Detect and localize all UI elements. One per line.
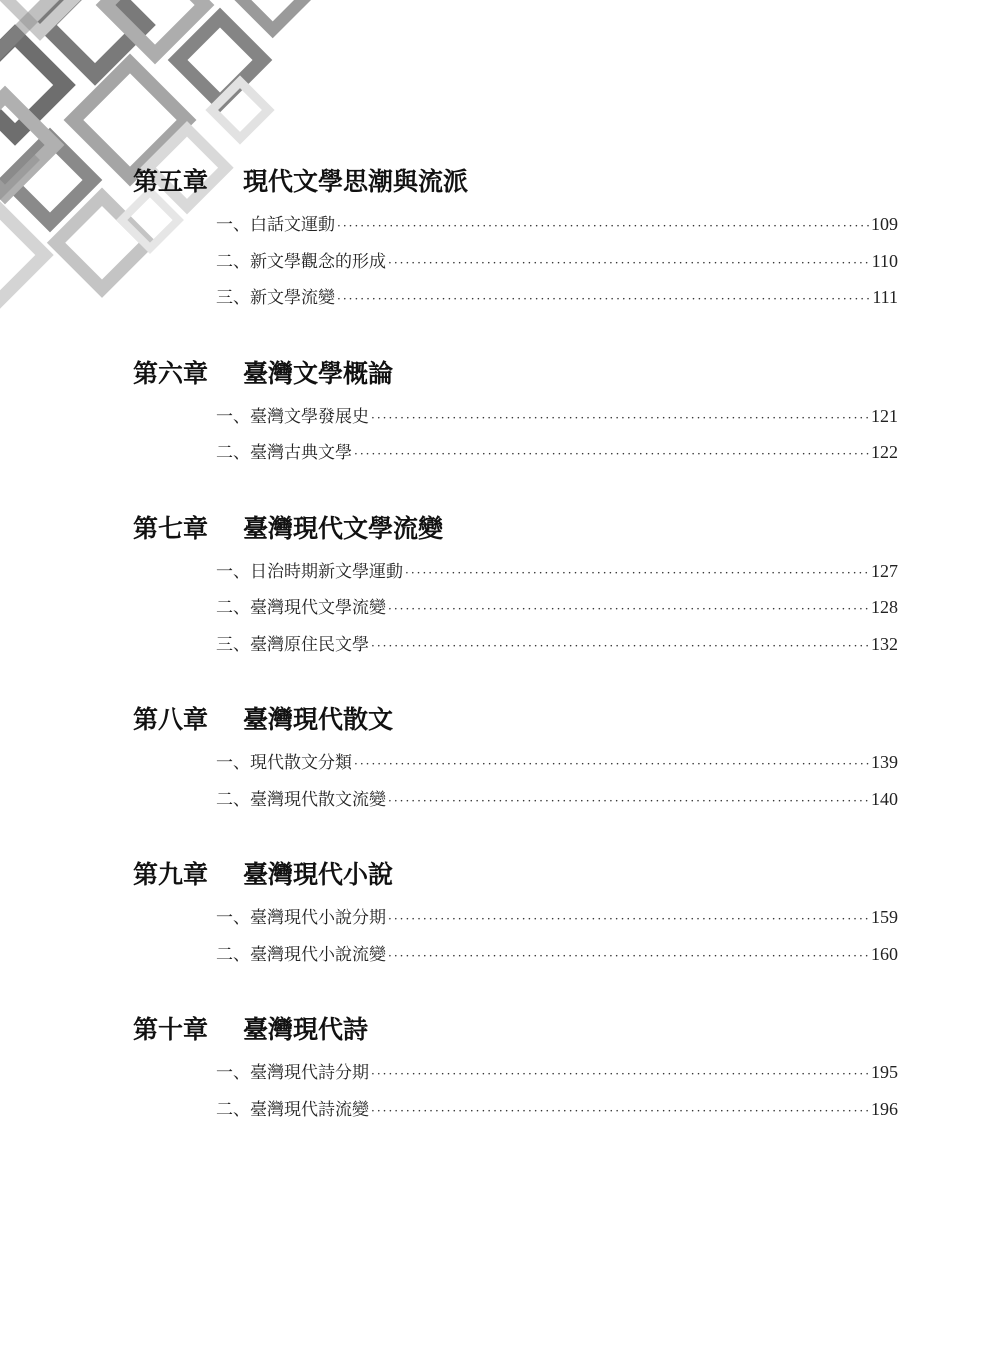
chapter-heading [133,853,898,897]
entry-label: 三、臺灣原住民文學 [216,634,369,655]
page-number: 159 [871,907,898,927]
page-number: 128 [871,597,898,617]
chapter-title: 臺灣現代文學流變 [243,513,444,543]
dot-leader [388,591,869,628]
entry-label: 三、新文學流變 [216,288,335,308]
page-number: 195 [871,1062,898,1082]
toc-entry[interactable] [216,553,898,590]
dot-leader [371,628,869,665]
chapter-title: 臺灣現代詩 [243,1015,369,1044]
entry-label: 一、臺灣現代小說分期 [216,908,386,928]
page-number: 121 [871,405,898,426]
dot-leader [388,245,870,282]
entry-label: 二、臺灣現代小說流變 [216,944,386,965]
chapter-number: 第六章 [133,358,209,388]
toc-entry[interactable] [216,626,898,663]
toc-entry[interactable] [216,1091,898,1128]
chapter-heading [133,698,898,742]
dot-leader [354,746,869,783]
dot-leader [388,901,869,938]
dot-leader [388,783,869,820]
entry-label: 一、臺灣現代詩分期 [216,1063,369,1083]
chapter-title: 臺灣現代小說 [243,860,394,889]
toc-entry[interactable] [216,243,898,280]
chapter-number: 第九章 [133,860,209,889]
dot-leader [354,436,869,473]
chapter-section [133,698,898,817]
entry-label: 一、現代散文分類 [216,753,352,773]
page-number: 111 [872,287,898,307]
entry-label: 二、臺灣現代文學流變 [216,598,386,618]
table-of-contents [133,160,898,1163]
entry-label: 二、臺灣古典文學 [216,443,352,463]
toc-entry[interactable] [216,744,898,781]
dot-leader [371,400,869,437]
chapter-number: 第五章 [133,167,209,196]
chapter-entries [133,398,898,471]
entry-label: 一、日治時期新文學運動 [216,561,403,582]
page-number: 122 [871,442,898,462]
page-number: 196 [871,1098,898,1119]
chapter-number: 第七章 [133,513,209,543]
page-number: 132 [871,633,898,654]
page-number: 139 [871,752,898,772]
chapter-number: 第十章 [133,1015,209,1044]
page-number: 110 [871,250,898,271]
chapter-entries [133,744,898,817]
toc-entry[interactable] [216,936,898,973]
chapter-entries [133,206,898,316]
toc-entry[interactable] [216,1054,898,1091]
page-number: 109 [871,214,898,234]
entry-label: 二、新文學觀念的形成 [216,251,386,272]
chapter-number: 第八章 [133,705,209,734]
dot-leader [405,555,869,592]
page-number: 140 [871,788,898,809]
chapter-section [133,507,898,663]
chapter-title: 現代文學思潮與流派 [243,167,469,196]
toc-entry[interactable] [216,398,898,435]
toc-entry[interactable] [216,589,898,626]
toc-entry[interactable] [216,434,898,471]
chapter-section [133,352,898,471]
chapter-entries [133,1054,898,1127]
chapter-section [133,160,898,316]
chapter-entries [133,553,898,663]
chapter-heading [133,160,898,204]
chapter-heading [133,1008,898,1052]
chapter-entries [133,899,898,972]
toc-entry[interactable] [216,206,898,243]
toc-entry[interactable] [216,899,898,936]
entry-label: 二、臺灣現代詩流變 [216,1099,369,1120]
page-number: 127 [871,560,898,581]
chapter-heading [133,507,898,551]
entry-label: 一、臺灣文學發展史 [216,406,369,427]
dot-leader [388,938,869,975]
chapter-heading [133,352,898,396]
dot-leader [337,281,870,318]
chapter-section [133,1008,898,1127]
page-number: 160 [871,943,898,964]
dot-leader [371,1093,869,1130]
entry-label: 一、白話文運動 [216,215,335,235]
dot-leader [337,208,869,245]
toc-entry[interactable] [216,781,898,818]
entry-label: 二、臺灣現代散文流變 [216,789,386,810]
toc-entry[interactable] [216,279,898,316]
chapter-section [133,853,898,972]
chapter-title: 臺灣現代散文 [243,705,394,734]
chapter-title: 臺灣文學概論 [243,358,394,388]
dot-leader [371,1056,869,1093]
